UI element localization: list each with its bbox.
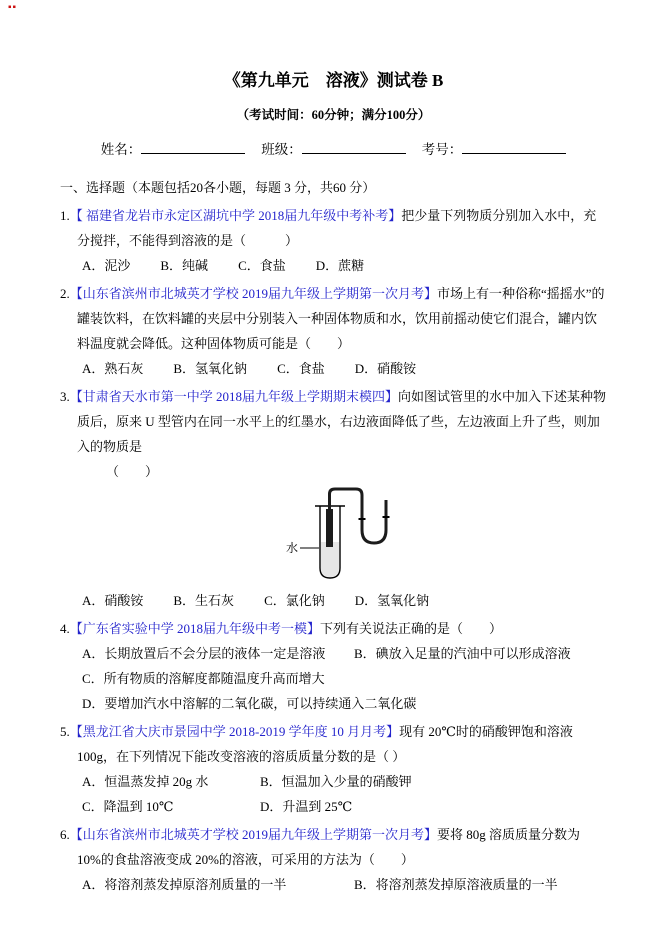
option-b: B．纯碱 xyxy=(160,258,209,273)
question-4-text xyxy=(60,616,607,641)
question-6-options xyxy=(60,872,607,897)
question-number: 4. xyxy=(60,621,70,636)
question-1-text xyxy=(60,203,607,253)
question-2 xyxy=(60,281,607,381)
student-info-line xyxy=(60,137,607,162)
option-row xyxy=(82,666,607,691)
question-3-text xyxy=(60,384,607,459)
option-b: B．碘放入足量的汽油中可以形成溶液 xyxy=(354,646,571,661)
option-row xyxy=(82,691,607,716)
question-5 xyxy=(60,719,607,819)
option-c: C．所有物质的溶解度都随温度升高而增大 xyxy=(82,671,325,686)
option-c: C．食盐 xyxy=(277,361,325,376)
question-6-text xyxy=(60,822,607,872)
question-stem: 要将 80g 溶质质量分数为 10%的食盐溶液变成 20%的溶液，可采用的方法为（ ） xyxy=(77,827,581,867)
question-stem: 向如图试管里的水中加入下述某种物质后，原来 U 型管内在同一水平上的红墨水，右边液面降低了些，左边液面上升了些，则加入的物质是 xyxy=(77,389,607,454)
exam-no-label: 考号： xyxy=(421,142,463,157)
exam-info-subtitle: （考试时间：60分钟；满分100分） xyxy=(236,108,431,122)
question-number: 5. xyxy=(60,724,70,739)
option-a: A．恒温蒸发掉 20g 水 xyxy=(82,774,209,789)
option-d: D．升温到 25℃ xyxy=(260,799,353,814)
exam-no-blank xyxy=(462,138,566,154)
u-tube xyxy=(362,500,386,543)
u-tube-diagram-svg xyxy=(284,486,444,586)
question-stem: 市场上有一种俗称“摇摇水”的罐装饮料，在饮料罐的夹层中分别装入一种固体物质和水，饮用前摇动使它们混合，罐内饮料温度就会降低。这种固体物质可能是（ ） xyxy=(77,286,605,351)
question-3-answer-paren: （ ） xyxy=(106,464,159,479)
option-b: B．恒温加入少量的硝酸钾 xyxy=(260,774,412,789)
section-heading: 一、选择题（本题包括20各小题，每题 3 分，共60 分） xyxy=(60,180,376,195)
question-source: 【广东省实验中学 2018届九年级中考一模】 xyxy=(69,621,321,636)
question-source: 【 福建省龙岩市永定区湖坑中学 2018届九年级中考补考】 xyxy=(69,208,402,223)
option-d: D．硝酸铵 xyxy=(354,361,417,376)
diagram-water-label: 水 xyxy=(286,541,299,555)
question-2-text xyxy=(60,281,607,356)
question-source: 【黑龙江省大庆市景园中学 2018-2019 学年度 10 月月考】 xyxy=(69,724,400,739)
class-blank xyxy=(302,138,406,154)
option-d: D．蔗糖 xyxy=(315,258,365,273)
question-5-options xyxy=(60,769,607,819)
delivery-tube xyxy=(330,489,363,510)
option-a: A．熟石灰 xyxy=(82,361,144,376)
u-tube-diagram xyxy=(284,486,607,586)
option-row xyxy=(82,769,607,794)
question-number: 1. xyxy=(60,208,70,223)
question-source: 【山东省滨州市北城英才学校 2019届九年级上学期第一次月考】 xyxy=(69,286,438,301)
question-1 xyxy=(60,203,607,278)
option-b: B．将溶剂蒸发掉原溶液质量的一半 xyxy=(354,877,558,892)
option-a: A．长期放置后不会分层的液体一定是溶液 xyxy=(82,646,326,661)
question-1-options xyxy=(60,253,607,278)
name-label: 姓名： xyxy=(100,142,142,157)
test-tube-water xyxy=(321,542,339,577)
class-label: 班级： xyxy=(261,142,302,157)
option-b: B．氢氧化钠 xyxy=(173,361,248,376)
option-c: C．食盐 xyxy=(238,258,286,273)
option-a: A．硝酸铵 xyxy=(82,593,144,608)
question-number: 6. xyxy=(60,827,70,842)
question-stem: 现有 20℃时的硝酸钾饱和溶液 100g，在下列情况下能改变溶液的溶质质量分数的是（ ） xyxy=(77,724,573,764)
question-number: 2. xyxy=(60,286,70,301)
question-4 xyxy=(60,616,607,716)
question-6 xyxy=(60,822,607,897)
question-3 xyxy=(60,384,607,613)
question-stem: 下列有关说法正确的是（ ） xyxy=(320,621,503,636)
option-d: D．要增加汽水中溶解的二氧化碳，可以持续通入二氧化碳 xyxy=(82,696,417,711)
question-source: 【山东省滨州市北城英才学校 2019届九年级上学期第一次月考】 xyxy=(69,827,438,842)
option-row xyxy=(82,794,607,819)
question-2-options xyxy=(60,356,607,381)
option-a: A．泥沙 xyxy=(82,258,131,273)
option-c: C．降温到 10℃ xyxy=(82,799,174,814)
question-4-options xyxy=(60,641,607,716)
option-row xyxy=(82,872,607,897)
name-blank xyxy=(141,138,245,154)
option-a: A．将溶剂蒸发掉原溶剂质量的一半 xyxy=(82,877,287,892)
page-corner-mark: ▪▪ xyxy=(8,2,18,13)
question-source: 【甘肃省天水市第一中学 2018届九年级上学期期末模四】 xyxy=(69,389,399,404)
question-number: 3. xyxy=(60,389,70,404)
page-title: 《第九单元 溶液》测试卷 B xyxy=(223,71,444,90)
question-3-options xyxy=(60,588,607,613)
question-stem: 把少量下列物质分别加入水中，充分搅拌，不能得到溶液的是（ ） xyxy=(77,208,597,248)
option-c: C．氯化钠 xyxy=(264,593,325,608)
option-d: D．氢氧化钠 xyxy=(354,593,430,608)
option-row xyxy=(82,641,607,666)
inner-tube xyxy=(326,509,333,547)
option-b: B．生石灰 xyxy=(173,593,235,608)
question-5-text xyxy=(60,719,607,769)
